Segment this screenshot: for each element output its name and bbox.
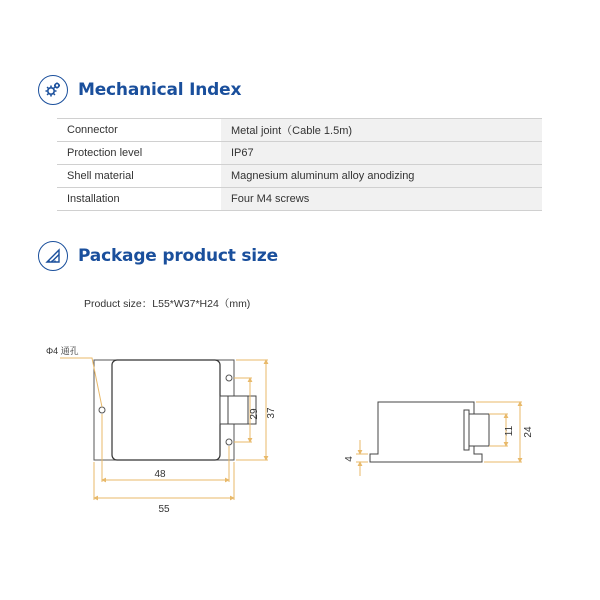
- dim-base: 4: [344, 456, 355, 462]
- housing-body: [112, 360, 220, 460]
- side-view: [344, 402, 534, 476]
- row-value: Four M4 screws: [221, 188, 543, 211]
- dim-connector: 11: [504, 425, 515, 437]
- connector: [467, 414, 489, 446]
- section-title: Mechanical Index: [78, 80, 242, 100]
- dim-total-height: 24: [523, 426, 534, 438]
- dim-width-inner: 48: [154, 469, 166, 480]
- dim-height-inner: 29: [249, 408, 260, 420]
- hole-note: Φ4 通孔: [46, 346, 79, 356]
- row-value: Metal joint（Cable 1.5m): [221, 119, 543, 142]
- row-value: Magnesium aluminum alloy anodizing: [221, 165, 543, 188]
- row-label: Shell material: [57, 165, 221, 188]
- row-label: Connector: [57, 119, 221, 142]
- front-view: [46, 345, 277, 515]
- row-label: Installation: [57, 188, 221, 211]
- product-size-text: Product size：L55*W37*H24（mm): [84, 298, 251, 310]
- row-value: IP67: [221, 142, 543, 165]
- section-title: Package product size: [78, 246, 278, 266]
- row-label: Protection level: [57, 142, 221, 165]
- dim-height-outer: 37: [266, 407, 277, 419]
- dim-width-outer: 55: [158, 504, 170, 515]
